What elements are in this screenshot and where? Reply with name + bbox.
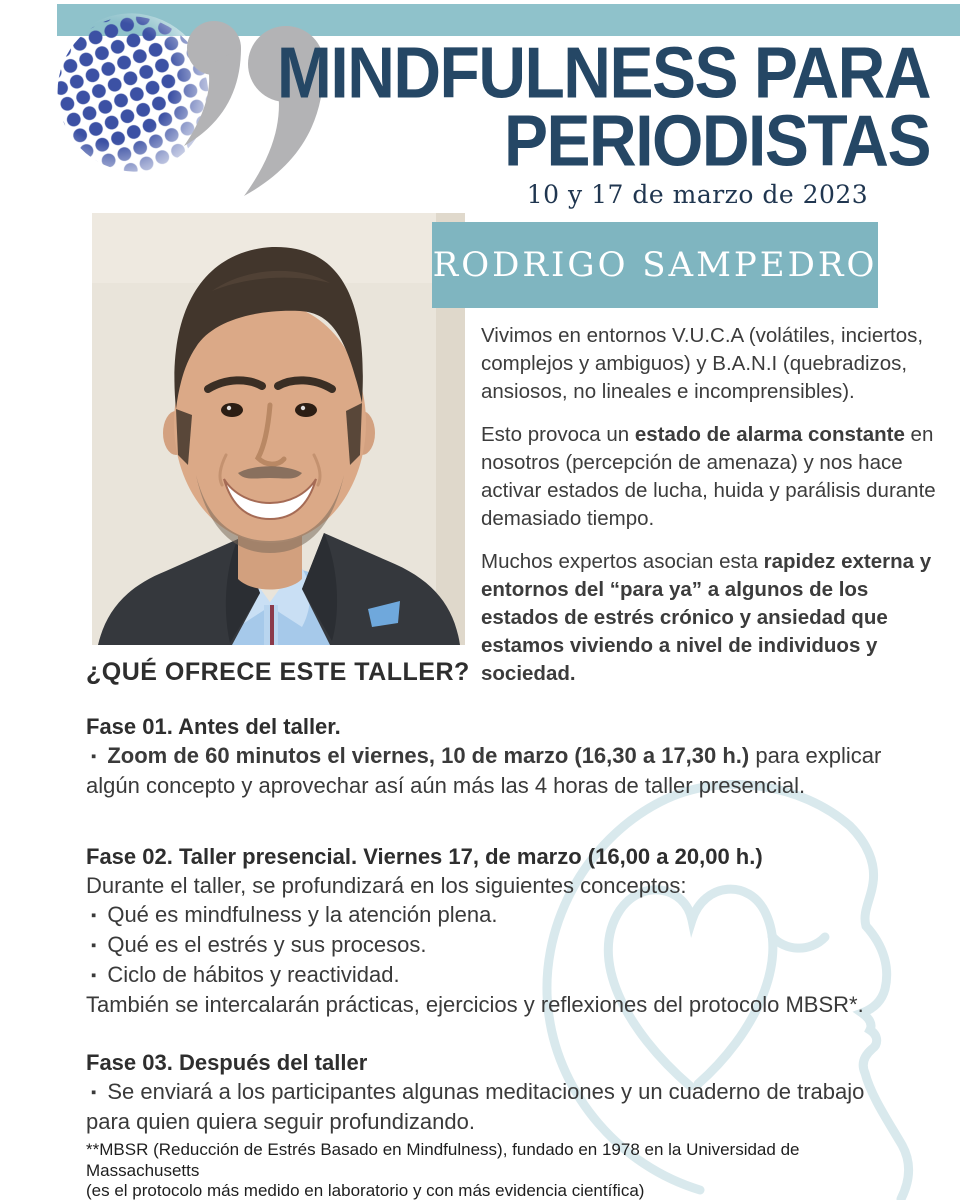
speaker-name-banner [432, 222, 878, 308]
fase-01-block [86, 712, 882, 800]
fase-01-title: Fase 01. Antes del taller. [86, 714, 341, 739]
speaker-name: RODRIGO SAMPEDRO [432, 245, 878, 285]
page-title-line2: PERIODISTAS [503, 99, 930, 181]
square-bullet-icon: ▪ [91, 967, 97, 984]
intro-text-column [481, 322, 943, 703]
square-bullet-icon: ▪ [91, 1084, 97, 1101]
fase-03-title: Fase 03. Después del taller [86, 1050, 368, 1075]
fase-02-title: Fase 02. Taller presencial. Viernes 17, de marzo (16,00 a 20,00 h.) [86, 844, 763, 869]
intro-paragraph-1: Vivimos en entornos V.U.C.A (volátiles, inciertos, complejos y ambiguos) y B.A.N.I (quebradizos, ansiosos, no lineales e incomprensibles). [481, 324, 924, 403]
list-item: ▪ Ciclo de hábitos y reactividad. [86, 960, 882, 990]
list-item: ▪ Qué es el estrés y sus procesos. [86, 930, 882, 960]
mbsr-footnote [86, 1140, 916, 1200]
footnote-line-1: **MBSR (Reducción de Estrés Basado en Mindfulness), fundado en 1978 en la Universidad de Massachusetts [86, 1140, 800, 1180]
intro-paragraph-2: Esto provoca un estado de alarma constante en nosotros (percepción de amenaza) y nos hace activar estados de lucha, huida y parálisis durante demasiado tiempo. [481, 423, 936, 530]
event-date: 10 y 17 de marzo de 2023 [526, 180, 869, 209]
fase-02-block [86, 842, 882, 1019]
fase-03-block [86, 1048, 882, 1136]
square-bullet-icon: ▪ [91, 937, 97, 954]
speaker-photo [92, 213, 465, 645]
list-item: ▪ Qué es mindfulness y la atención plena. [86, 900, 882, 930]
square-bullet-icon: ▪ [91, 748, 97, 765]
fase-02-intro: Durante el taller, se profundizará en los siguientes conceptos: [86, 873, 687, 898]
fase-02-outro: También se intercalarán prácticas, ejercicios y reflexiones del protocolo MBSR*. [86, 992, 864, 1017]
fase-03-bullet: ▪ Se enviará a los participantes algunas meditaciones y un cuaderno de trabajo para quien quiera seguir profundizando. [86, 1079, 865, 1134]
fase-01-bullet: ▪ Zoom de 60 minutos el viernes, 10 de marzo (16,30 a 17,30 h.) para explicar algún concepto y aprovechar así aún más las 4 horas de taller presencial. [86, 743, 882, 798]
intro-paragraph-3: Muchos expertos asocian esta rapidez externa y entornos del “para ya” a algunos de los estados de estrés crónico y ansiedad que estamos viviendo a nivel de individuos y sociedad. [481, 550, 932, 685]
page-title-line1: MINDFULNESS PARA [276, 31, 930, 113]
footnote-line-2: (es el protocolo más medido en laboratorio y con más evidencia científica) [86, 1181, 645, 1200]
page-title [276, 31, 930, 181]
square-bullet-icon: ▪ [91, 907, 97, 924]
workshop-heading: ¿QUÉ OFRECE ESTE TALLER? [86, 658, 470, 686]
